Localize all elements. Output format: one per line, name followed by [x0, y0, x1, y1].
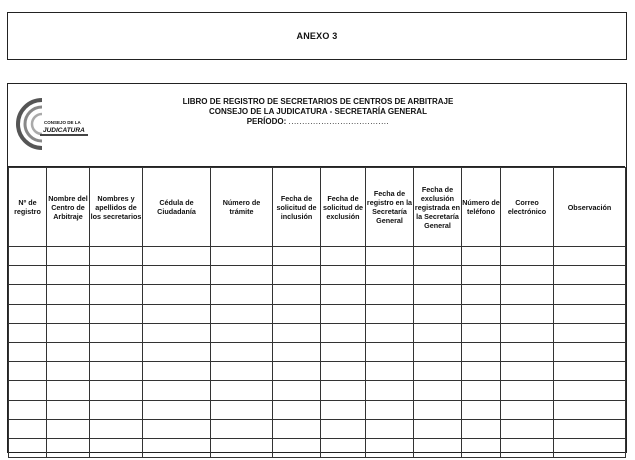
table-cell — [366, 438, 414, 457]
table-row — [9, 381, 626, 400]
table-cell — [211, 323, 273, 342]
table-cell — [321, 285, 366, 304]
table-cell — [143, 438, 211, 457]
registry-title: LIBRO DE REGISTRO DE SECRETARIOS DE CENTROS DE ARBITRAJE — [182, 97, 454, 106]
table-cell — [414, 266, 462, 285]
table-cell — [554, 362, 626, 381]
table-cell — [9, 323, 47, 342]
table-cell — [211, 304, 273, 323]
table-cell — [501, 381, 554, 400]
table-cell — [211, 438, 273, 457]
period-value: ..................................... — [288, 117, 390, 126]
table-cell — [47, 381, 90, 400]
registry-table — [8, 167, 626, 458]
table-cell — [143, 342, 211, 361]
col-header-fecha-exclusion-registrada: Fecha de exclusión registrada en la Secretaría General — [414, 168, 462, 247]
table-cell — [211, 362, 273, 381]
table-cell — [462, 285, 501, 304]
table-cell — [47, 285, 90, 304]
table-cell — [554, 342, 626, 361]
table-row — [9, 342, 626, 361]
table-row — [9, 323, 626, 342]
table-cell — [366, 323, 414, 342]
table-cell — [321, 362, 366, 381]
table-cell — [47, 362, 90, 381]
table-cell — [90, 438, 143, 457]
table-cell — [90, 285, 143, 304]
annex-header-box — [7, 12, 627, 60]
table-cell — [9, 304, 47, 323]
table-cell — [90, 419, 143, 438]
col-header-correo: Correo electrónico — [501, 168, 554, 247]
table-cell — [462, 419, 501, 438]
table-cell — [414, 247, 462, 266]
table-cell — [462, 323, 501, 342]
table-cell — [90, 247, 143, 266]
table-cell — [554, 285, 626, 304]
table-cell — [9, 362, 47, 381]
table-body — [9, 247, 626, 458]
table-cell — [321, 304, 366, 323]
table-cell — [211, 419, 273, 438]
table-header-row — [9, 168, 626, 247]
table-cell — [143, 419, 211, 438]
registry-sheet — [7, 83, 627, 453]
table-cell — [462, 438, 501, 457]
table-cell — [273, 304, 321, 323]
table-cell — [47, 419, 90, 438]
table-cell — [414, 419, 462, 438]
table-cell — [47, 438, 90, 457]
table-cell — [462, 342, 501, 361]
table-cell — [414, 342, 462, 361]
col-header-centro: Nombre del Centro de Arbitraje — [47, 168, 90, 247]
table-cell — [501, 419, 554, 438]
table-cell — [47, 247, 90, 266]
table-cell — [47, 304, 90, 323]
table-cell — [273, 247, 321, 266]
table-cell — [321, 247, 366, 266]
table-cell — [462, 381, 501, 400]
table-cell — [366, 400, 414, 419]
table-cell — [321, 381, 366, 400]
table-cell — [366, 381, 414, 400]
table-cell — [273, 266, 321, 285]
col-header-fecha-exclusion: Fecha de solicitud de exclusión — [321, 168, 366, 247]
table-cell — [9, 247, 47, 266]
table-cell — [501, 438, 554, 457]
table-cell — [414, 362, 462, 381]
table-cell — [321, 438, 366, 457]
table-cell — [273, 323, 321, 342]
table-cell — [211, 400, 273, 419]
col-header-fecha-registro: Fecha de registro en la Secretaría General — [366, 168, 414, 247]
registry-titles — [168, 97, 468, 127]
table-row — [9, 362, 626, 381]
table-cell — [90, 400, 143, 419]
table-cell — [321, 323, 366, 342]
table-row — [9, 247, 626, 266]
table-cell — [211, 285, 273, 304]
table-cell — [273, 381, 321, 400]
table-row — [9, 400, 626, 419]
table-cell — [321, 419, 366, 438]
table-cell — [211, 247, 273, 266]
col-header-telefono: Número de teléfono — [462, 168, 501, 247]
table-cell — [414, 304, 462, 323]
table-cell — [9, 381, 47, 400]
table-cell — [501, 285, 554, 304]
table-cell — [366, 266, 414, 285]
table-cell — [501, 266, 554, 285]
table-cell — [462, 304, 501, 323]
table-cell — [143, 266, 211, 285]
table-cell — [273, 400, 321, 419]
logo-text-bottom: JUDICATURA — [43, 127, 85, 134]
table-cell — [143, 381, 211, 400]
table-cell — [9, 400, 47, 419]
table-cell — [9, 285, 47, 304]
col-header-registro: Nº de registro — [9, 168, 47, 247]
table-cell — [554, 304, 626, 323]
table-cell — [143, 400, 211, 419]
table-cell — [321, 266, 366, 285]
registry-header — [8, 84, 625, 167]
logo-text-top: CONSEJO DE LA — [44, 120, 81, 125]
table-cell — [211, 266, 273, 285]
registry-subtitle: CONSEJO DE LA JUDICATURA - SECRETARÍA GENERAL — [209, 107, 427, 116]
table-cell — [9, 438, 47, 457]
judicatura-logo — [16, 90, 96, 156]
table-cell — [273, 419, 321, 438]
table-cell — [554, 266, 626, 285]
col-header-tramite: Número de trámite — [211, 168, 273, 247]
col-header-fecha-inclusion: Fecha de solicitud de inclusión — [273, 168, 321, 247]
table-cell — [501, 342, 554, 361]
table-cell — [462, 247, 501, 266]
table-cell — [273, 342, 321, 361]
table-cell — [143, 362, 211, 381]
table-cell — [366, 304, 414, 323]
table-cell — [47, 266, 90, 285]
table-cell — [501, 247, 554, 266]
table-cell — [554, 323, 626, 342]
table-cell — [501, 323, 554, 342]
table-row — [9, 266, 626, 285]
table-cell — [414, 438, 462, 457]
table-cell — [414, 381, 462, 400]
period-label: PERÍODO: — [246, 117, 287, 126]
table-cell — [462, 362, 501, 381]
table-cell — [501, 400, 554, 419]
table-cell — [366, 247, 414, 266]
col-header-secretarios: Nombres y apellidos de los secretarios — [90, 168, 143, 247]
table-cell — [273, 285, 321, 304]
table-cell — [9, 266, 47, 285]
table-cell — [414, 323, 462, 342]
table-cell — [9, 419, 47, 438]
table-cell — [554, 438, 626, 457]
period-line — [168, 117, 468, 127]
table-cell — [366, 342, 414, 361]
table-cell — [211, 381, 273, 400]
table-cell — [462, 266, 501, 285]
table-cell — [143, 247, 211, 266]
table-cell — [554, 247, 626, 266]
table-cell — [9, 342, 47, 361]
table-cell — [554, 400, 626, 419]
annex-title: ANEXO 3 — [296, 31, 338, 41]
table-row — [9, 285, 626, 304]
table-cell — [366, 285, 414, 304]
col-header-cedula: Cédula de Ciudadanía — [143, 168, 211, 247]
table-cell — [273, 362, 321, 381]
table-row — [9, 304, 626, 323]
table-cell — [414, 285, 462, 304]
table-cell — [47, 400, 90, 419]
table-cell — [273, 438, 321, 457]
table-cell — [321, 400, 366, 419]
table-cell — [554, 419, 626, 438]
table-cell — [143, 285, 211, 304]
col-header-observacion: Observación — [554, 168, 626, 247]
table-cell — [143, 304, 211, 323]
table-cell — [47, 323, 90, 342]
table-cell — [90, 362, 143, 381]
table-cell — [462, 400, 501, 419]
table-cell — [90, 381, 143, 400]
table-cell — [554, 381, 626, 400]
table-cell — [90, 304, 143, 323]
table-row — [9, 419, 626, 438]
table-cell — [366, 362, 414, 381]
table-cell — [90, 342, 143, 361]
table-cell — [143, 323, 211, 342]
table-cell — [414, 400, 462, 419]
table-cell — [501, 304, 554, 323]
table-cell — [501, 362, 554, 381]
table-cell — [90, 266, 143, 285]
table-cell — [366, 419, 414, 438]
table-row — [9, 438, 626, 457]
table-cell — [211, 342, 273, 361]
table-cell — [90, 323, 143, 342]
table-cell — [47, 342, 90, 361]
table-cell — [321, 342, 366, 361]
